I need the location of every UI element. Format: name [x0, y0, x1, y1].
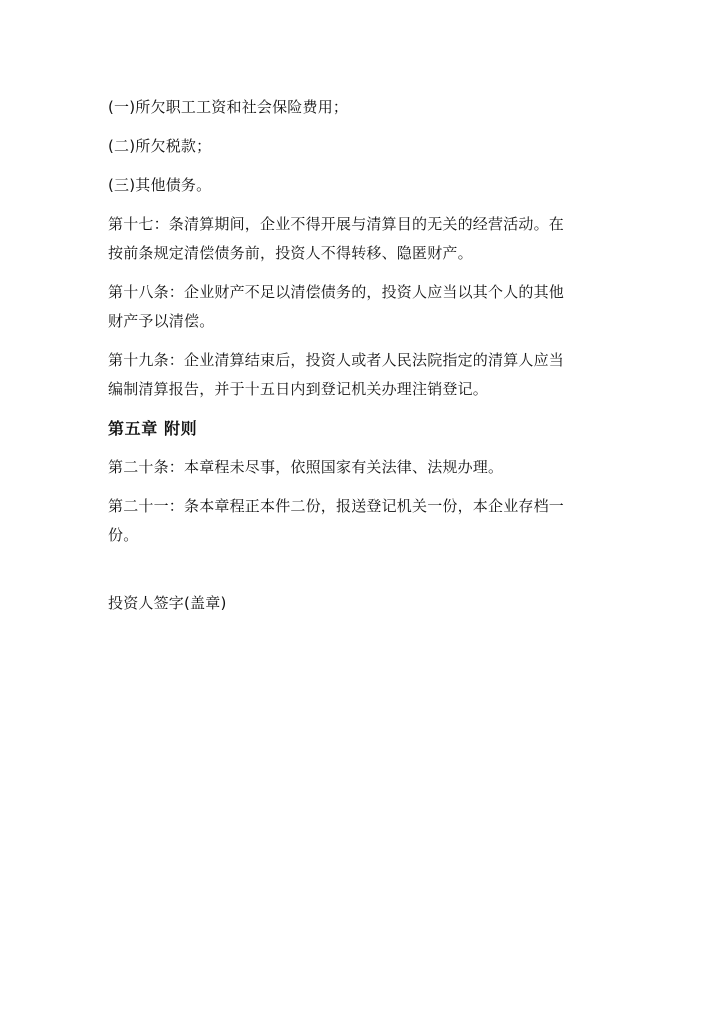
article-line: 按前条规定清偿债务前，投资人不得转移、隐匿财产。 — [108, 244, 473, 262]
blank-line — [108, 560, 618, 589]
article-line: 第二十一：条本章程正本件二份，报送登记机关一份，本企业存档一 — [108, 497, 565, 515]
chapter-heading: 第五章 附则 — [108, 419, 198, 438]
article-line: 财产予以清偿。 — [108, 312, 215, 330]
article-line: 编制清算报告，并于十五日内到登记机关办理注销登记。 — [108, 380, 489, 398]
article-line: 第十七：条清算期间，企业不得开展与清算目的无关的经营活动。在 — [108, 215, 565, 233]
list-item: (三)其他债务。 — [108, 176, 212, 194]
article-line: 份。 — [108, 526, 139, 544]
article-17 — [108, 210, 618, 268]
signature-label: 投资人签字(盖章) — [108, 594, 227, 612]
list-item: (一)所欠职工工资和社会保险费用； — [108, 98, 349, 116]
article-18 — [108, 278, 618, 336]
article-19 — [108, 346, 618, 404]
article-20 — [108, 453, 618, 482]
list-item: (二)所欠税款； — [108, 137, 212, 155]
article-line: 第十八条：企业财产不足以清偿债务的，投资人应当以其个人的其他 — [108, 283, 565, 301]
article-21 — [108, 492, 618, 550]
document-body — [108, 93, 618, 618]
article-line: 第十九条：企业清算结束后，投资人或者人民法院指定的清算人应当 — [108, 351, 565, 369]
article-line: 第二十条：本章程未尽事，依照国家有关法律、法规办理。 — [108, 458, 504, 476]
